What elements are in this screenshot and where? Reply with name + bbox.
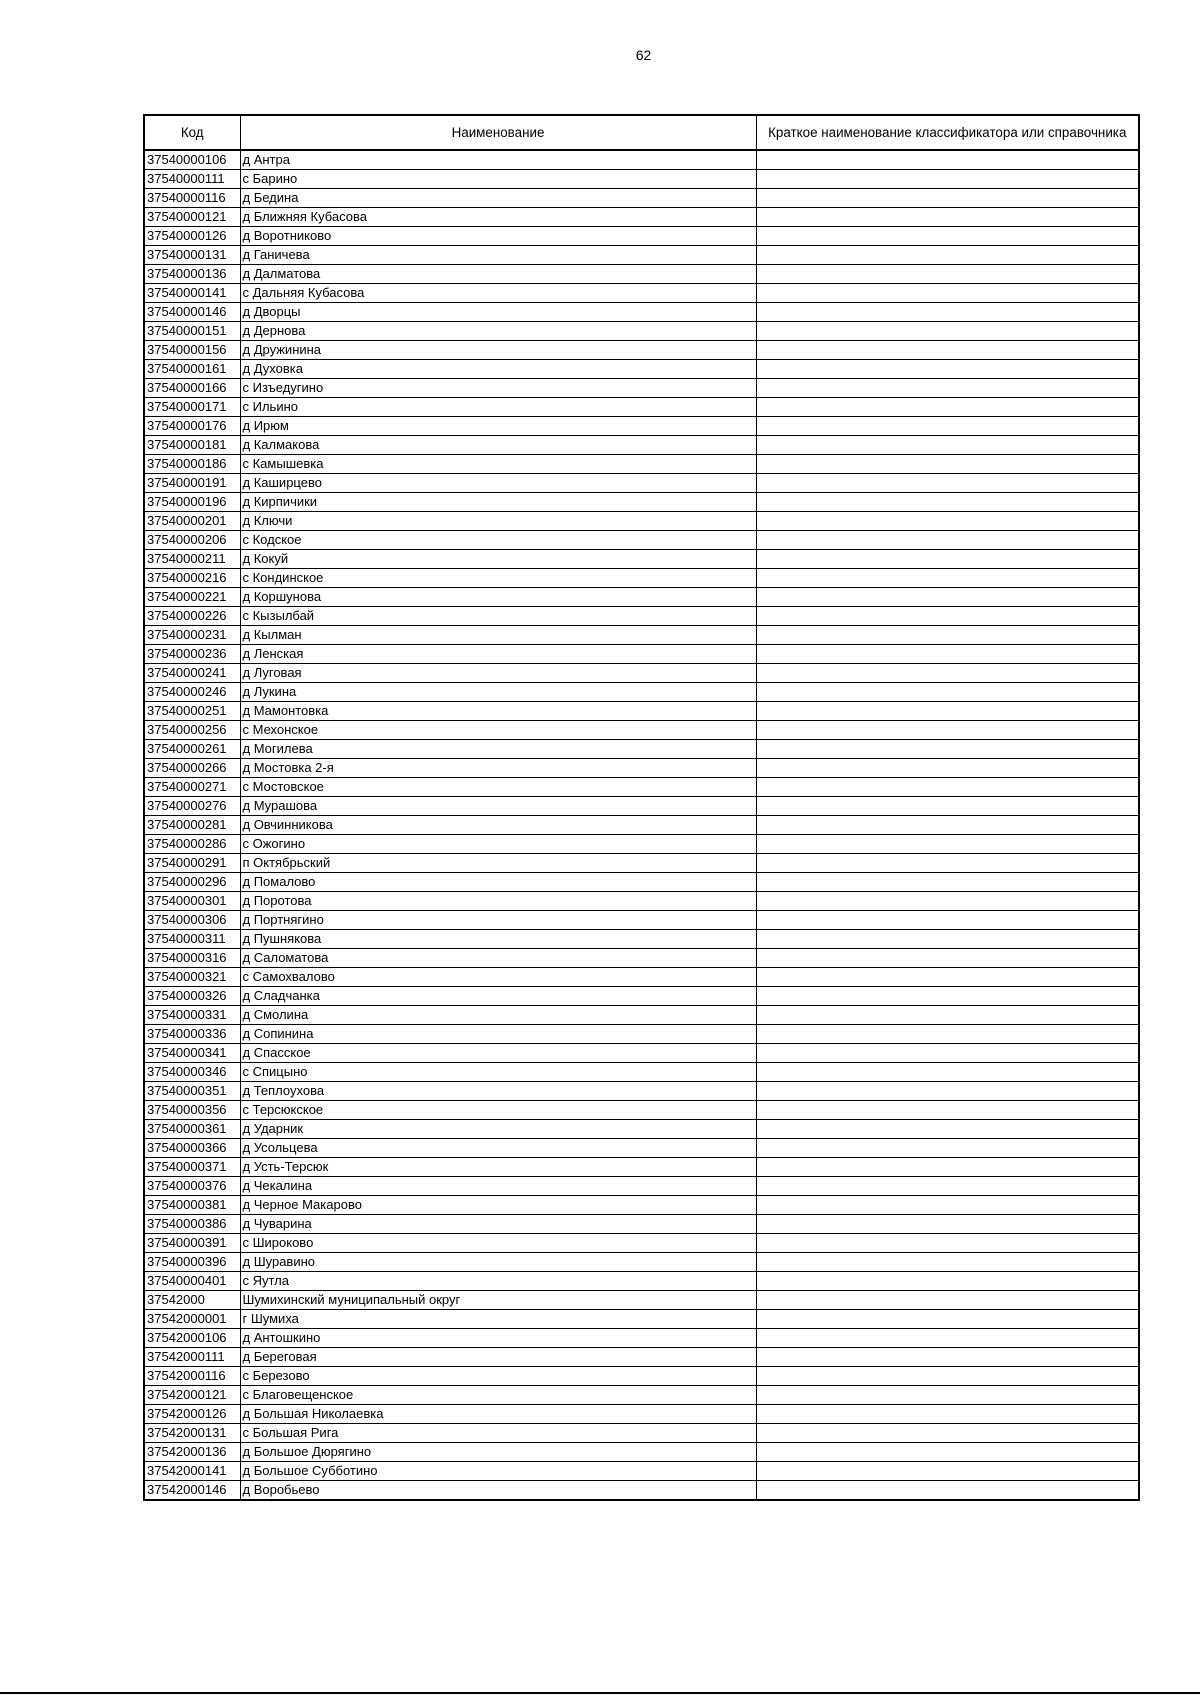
table-row bbox=[144, 1158, 1139, 1177]
cell-code: 37540000116 bbox=[144, 189, 240, 208]
cell-name: д Ударник bbox=[240, 1120, 756, 1139]
cell-code: 37540000361 bbox=[144, 1120, 240, 1139]
cell-short-name bbox=[756, 816, 1139, 835]
table-row bbox=[144, 645, 1139, 664]
cell-code: 37540000351 bbox=[144, 1082, 240, 1101]
table-row bbox=[144, 911, 1139, 930]
cell-name: с Барино bbox=[240, 170, 756, 189]
table-row bbox=[144, 968, 1139, 987]
table-row bbox=[144, 227, 1139, 246]
cell-short-name bbox=[756, 588, 1139, 607]
table-row bbox=[144, 474, 1139, 493]
cell-code: 37540000281 bbox=[144, 816, 240, 835]
cell-name: д Пушнякова bbox=[240, 930, 756, 949]
table-row bbox=[144, 949, 1139, 968]
cell-name: с Мостовское bbox=[240, 778, 756, 797]
cell-short-name bbox=[756, 987, 1139, 1006]
cell-short-name bbox=[756, 379, 1139, 398]
cell-code: 37540000166 bbox=[144, 379, 240, 398]
cell-name: с Камышевка bbox=[240, 455, 756, 474]
table-row bbox=[144, 1139, 1139, 1158]
cell-code: 37542000 bbox=[144, 1291, 240, 1310]
cell-name: д Саломатова bbox=[240, 949, 756, 968]
cell-code: 37540000296 bbox=[144, 873, 240, 892]
cell-name: д Кылман bbox=[240, 626, 756, 645]
cell-code: 37540000191 bbox=[144, 474, 240, 493]
cell-code: 37540000106 bbox=[144, 150, 240, 170]
cell-short-name bbox=[756, 759, 1139, 778]
cell-name: с Изъедугино bbox=[240, 379, 756, 398]
cell-short-name bbox=[756, 322, 1139, 341]
cell-name: с Большая Рига bbox=[240, 1424, 756, 1443]
cell-name: д Береговая bbox=[240, 1348, 756, 1367]
cell-name: д Спасское bbox=[240, 1044, 756, 1063]
cell-code: 37540000221 bbox=[144, 588, 240, 607]
cell-code: 37540000346 bbox=[144, 1063, 240, 1082]
cell-code: 37540000396 bbox=[144, 1253, 240, 1272]
cell-code: 37540000316 bbox=[144, 949, 240, 968]
cell-code: 37540000156 bbox=[144, 341, 240, 360]
cell-code: 37542000136 bbox=[144, 1443, 240, 1462]
cell-short-name bbox=[756, 1177, 1139, 1196]
cell-code: 37540000266 bbox=[144, 759, 240, 778]
cell-code: 37540000161 bbox=[144, 360, 240, 379]
cell-name: д Сопинина bbox=[240, 1025, 756, 1044]
cell-code: 37540000271 bbox=[144, 778, 240, 797]
table-row bbox=[144, 265, 1139, 284]
cell-short-name bbox=[756, 1481, 1139, 1501]
cell-code: 37542000001 bbox=[144, 1310, 240, 1329]
cell-code: 37540000236 bbox=[144, 645, 240, 664]
table-row bbox=[144, 740, 1139, 759]
cell-name: д Кирпичики bbox=[240, 493, 756, 512]
cell-code: 37540000366 bbox=[144, 1139, 240, 1158]
table-row bbox=[144, 1177, 1139, 1196]
table-row bbox=[144, 1367, 1139, 1386]
cell-name: д Большое Дюрягино bbox=[240, 1443, 756, 1462]
table-row bbox=[144, 1253, 1139, 1272]
cell-name: д Ближняя Кубасова bbox=[240, 208, 756, 227]
table-row bbox=[144, 1025, 1139, 1044]
cell-short-name bbox=[756, 512, 1139, 531]
table-row bbox=[144, 379, 1139, 398]
cell-code: 37540000171 bbox=[144, 398, 240, 417]
table-row bbox=[144, 1044, 1139, 1063]
cell-short-name bbox=[756, 778, 1139, 797]
cell-code: 37540000216 bbox=[144, 569, 240, 588]
cell-name: д Дружинина bbox=[240, 341, 756, 360]
cell-short-name bbox=[756, 835, 1139, 854]
cell-name: Шумихинский муниципальный округ bbox=[240, 1291, 756, 1310]
page-number: 62 bbox=[635, 47, 652, 63]
cell-short-name bbox=[756, 360, 1139, 379]
cell-short-name bbox=[756, 265, 1139, 284]
cell-name: д Ключи bbox=[240, 512, 756, 531]
cell-name: д Мостовка 2-я bbox=[240, 759, 756, 778]
table-row bbox=[144, 664, 1139, 683]
cell-name: д Ирюм bbox=[240, 417, 756, 436]
cell-code: 37542000106 bbox=[144, 1329, 240, 1348]
table-row bbox=[144, 721, 1139, 740]
cell-code: 37540000211 bbox=[144, 550, 240, 569]
cell-name: с Дальняя Кубасова bbox=[240, 284, 756, 303]
table-row bbox=[144, 1481, 1139, 1501]
cell-code: 37540000301 bbox=[144, 892, 240, 911]
cell-short-name bbox=[756, 341, 1139, 360]
cell-name: д Антра bbox=[240, 150, 756, 170]
cell-code: 37540000276 bbox=[144, 797, 240, 816]
cell-short-name bbox=[756, 1082, 1139, 1101]
cell-short-name bbox=[756, 683, 1139, 702]
table-row bbox=[144, 778, 1139, 797]
table-row bbox=[144, 797, 1139, 816]
cell-name: с Кызылбай bbox=[240, 607, 756, 626]
table-row bbox=[144, 1234, 1139, 1253]
cell-code: 37540000226 bbox=[144, 607, 240, 626]
cell-code: 37542000111 bbox=[144, 1348, 240, 1367]
cell-code: 37540000251 bbox=[144, 702, 240, 721]
table-row bbox=[144, 683, 1139, 702]
cell-short-name bbox=[756, 721, 1139, 740]
cell-short-name bbox=[756, 1291, 1139, 1310]
cell-code: 37540000241 bbox=[144, 664, 240, 683]
cell-short-name bbox=[756, 1158, 1139, 1177]
table-row bbox=[144, 987, 1139, 1006]
cell-code: 37540000256 bbox=[144, 721, 240, 740]
cell-name: д Помалово bbox=[240, 873, 756, 892]
table-header-row bbox=[144, 115, 1139, 150]
cell-code: 37540000141 bbox=[144, 284, 240, 303]
table-row bbox=[144, 531, 1139, 550]
cell-short-name bbox=[756, 1386, 1139, 1405]
cell-name: с Благовещенское bbox=[240, 1386, 756, 1405]
cell-code: 37540000336 bbox=[144, 1025, 240, 1044]
table-row bbox=[144, 816, 1139, 835]
table-row bbox=[144, 1063, 1139, 1082]
table-row bbox=[144, 1006, 1139, 1025]
cell-short-name bbox=[756, 1462, 1139, 1481]
cell-name: д Поротова bbox=[240, 892, 756, 911]
cell-short-name bbox=[756, 1120, 1139, 1139]
cell-code: 37540000146 bbox=[144, 303, 240, 322]
table-row bbox=[144, 550, 1139, 569]
cell-code: 37542000126 bbox=[144, 1405, 240, 1424]
table-row bbox=[144, 322, 1139, 341]
cell-short-name bbox=[756, 607, 1139, 626]
cell-short-name bbox=[756, 911, 1139, 930]
cell-code: 37540000151 bbox=[144, 322, 240, 341]
cell-name: д Чекалина bbox=[240, 1177, 756, 1196]
cell-short-name bbox=[756, 1443, 1139, 1462]
cell-short-name bbox=[756, 968, 1139, 987]
cell-short-name bbox=[756, 417, 1139, 436]
cell-code: 37540000371 bbox=[144, 1158, 240, 1177]
cell-name: д Шуравино bbox=[240, 1253, 756, 1272]
cell-code: 37540000391 bbox=[144, 1234, 240, 1253]
cell-code: 37540000186 bbox=[144, 455, 240, 474]
cell-short-name bbox=[756, 436, 1139, 455]
cell-name: с Ожогино bbox=[240, 835, 756, 854]
table-row bbox=[144, 930, 1139, 949]
table-row bbox=[144, 835, 1139, 854]
cell-name: д Лукина bbox=[240, 683, 756, 702]
cell-name: д Усть-Терсюк bbox=[240, 1158, 756, 1177]
cell-short-name bbox=[756, 797, 1139, 816]
cell-short-name bbox=[756, 1272, 1139, 1291]
cell-short-name bbox=[756, 645, 1139, 664]
cell-code: 37540000196 bbox=[144, 493, 240, 512]
table-body bbox=[144, 150, 1139, 1500]
cell-code: 37540000341 bbox=[144, 1044, 240, 1063]
table-row bbox=[144, 1348, 1139, 1367]
cell-code: 37542000116 bbox=[144, 1367, 240, 1386]
table-row bbox=[144, 436, 1139, 455]
cell-code: 37540000311 bbox=[144, 930, 240, 949]
cell-code: 37540000286 bbox=[144, 835, 240, 854]
cell-short-name bbox=[756, 1196, 1139, 1215]
cell-short-name bbox=[756, 284, 1139, 303]
cell-name: с Мехонское bbox=[240, 721, 756, 740]
table-row bbox=[144, 702, 1139, 721]
cell-short-name bbox=[756, 303, 1139, 322]
cell-name: с Ильино bbox=[240, 398, 756, 417]
cell-name: д Мурашова bbox=[240, 797, 756, 816]
cell-short-name bbox=[756, 1139, 1139, 1158]
cell-name: д Смолина bbox=[240, 1006, 756, 1025]
cell-name: д Овчинникова bbox=[240, 816, 756, 835]
cell-short-name bbox=[756, 1329, 1139, 1348]
table-row bbox=[144, 1386, 1139, 1405]
cell-code: 37540000176 bbox=[144, 417, 240, 436]
cell-code: 37540000331 bbox=[144, 1006, 240, 1025]
table-row bbox=[144, 873, 1139, 892]
table-row bbox=[144, 512, 1139, 531]
table-row bbox=[144, 189, 1139, 208]
cell-code: 37540000261 bbox=[144, 740, 240, 759]
cell-short-name bbox=[756, 1215, 1139, 1234]
cell-short-name bbox=[756, 1424, 1139, 1443]
table-row bbox=[144, 1082, 1139, 1101]
cell-short-name bbox=[756, 455, 1139, 474]
cell-name: д Духовка bbox=[240, 360, 756, 379]
column-header-name: Наименование bbox=[240, 115, 756, 150]
cell-name: с Березово bbox=[240, 1367, 756, 1386]
cell-code: 37540000126 bbox=[144, 227, 240, 246]
table-row bbox=[144, 246, 1139, 265]
cell-short-name bbox=[756, 1063, 1139, 1082]
cell-code: 37540000181 bbox=[144, 436, 240, 455]
table-row bbox=[144, 1120, 1139, 1139]
cell-code: 37540000246 bbox=[144, 683, 240, 702]
cell-short-name bbox=[756, 740, 1139, 759]
cell-name: д Калмакова bbox=[240, 436, 756, 455]
table-row bbox=[144, 1196, 1139, 1215]
cell-code: 37540000326 bbox=[144, 987, 240, 1006]
cell-code: 37540000291 bbox=[144, 854, 240, 873]
table-row bbox=[144, 1443, 1139, 1462]
table-row bbox=[144, 303, 1139, 322]
cell-short-name bbox=[756, 208, 1139, 227]
table-row bbox=[144, 341, 1139, 360]
cell-name: д Теплоухова bbox=[240, 1082, 756, 1101]
cell-name: д Кокуй bbox=[240, 550, 756, 569]
cell-code: 37540000136 bbox=[144, 265, 240, 284]
cell-name: д Портнягино bbox=[240, 911, 756, 930]
table-row bbox=[144, 892, 1139, 911]
cell-name: д Черное Макарово bbox=[240, 1196, 756, 1215]
cell-code: 37542000141 bbox=[144, 1462, 240, 1481]
table-row bbox=[144, 1310, 1139, 1329]
cell-short-name bbox=[756, 227, 1139, 246]
cell-name: д Могилева bbox=[240, 740, 756, 759]
cell-short-name bbox=[756, 626, 1139, 645]
cell-name: д Большая Николаевка bbox=[240, 1405, 756, 1424]
table-row bbox=[144, 417, 1139, 436]
cell-code: 37542000146 bbox=[144, 1481, 240, 1501]
cell-name: с Широково bbox=[240, 1234, 756, 1253]
cell-code: 37540000321 bbox=[144, 968, 240, 987]
cell-short-name bbox=[756, 1101, 1139, 1120]
classifier-table bbox=[143, 114, 1140, 1501]
table-row bbox=[144, 150, 1139, 170]
cell-name: с Кодское bbox=[240, 531, 756, 550]
cell-short-name bbox=[756, 1006, 1139, 1025]
cell-name: г Шумиха bbox=[240, 1310, 756, 1329]
cell-code: 37540000111 bbox=[144, 170, 240, 189]
cell-name: д Антошкино bbox=[240, 1329, 756, 1348]
cell-code: 37540000306 bbox=[144, 911, 240, 930]
cell-name: д Бедина bbox=[240, 189, 756, 208]
cell-code: 37540000206 bbox=[144, 531, 240, 550]
cell-short-name bbox=[756, 664, 1139, 683]
table-row bbox=[144, 1462, 1139, 1481]
cell-short-name bbox=[756, 873, 1139, 892]
cell-short-name bbox=[756, 892, 1139, 911]
cell-code: 37540000381 bbox=[144, 1196, 240, 1215]
cell-name: д Большое Субботино bbox=[240, 1462, 756, 1481]
cell-code: 37540000201 bbox=[144, 512, 240, 531]
cell-short-name bbox=[756, 1367, 1139, 1386]
table-row bbox=[144, 1101, 1139, 1120]
cell-short-name bbox=[756, 1025, 1139, 1044]
cell-name: с Кондинское bbox=[240, 569, 756, 588]
cell-code: 37540000121 bbox=[144, 208, 240, 227]
table-row bbox=[144, 284, 1139, 303]
cell-short-name bbox=[756, 1234, 1139, 1253]
cell-name: д Дворцы bbox=[240, 303, 756, 322]
table-row bbox=[144, 1424, 1139, 1443]
cell-code: 37540000131 bbox=[144, 246, 240, 265]
cell-name: с Самохвалово bbox=[240, 968, 756, 987]
cell-name: д Коршунова bbox=[240, 588, 756, 607]
cell-short-name bbox=[756, 702, 1139, 721]
table-row bbox=[144, 398, 1139, 417]
cell-short-name bbox=[756, 1310, 1139, 1329]
cell-name: д Далматова bbox=[240, 265, 756, 284]
cell-name: д Мамонтовка bbox=[240, 702, 756, 721]
cell-short-name bbox=[756, 531, 1139, 550]
cell-short-name bbox=[756, 930, 1139, 949]
cell-name: с Яутла bbox=[240, 1272, 756, 1291]
table-row bbox=[144, 588, 1139, 607]
cell-short-name bbox=[756, 246, 1139, 265]
cell-short-name bbox=[756, 493, 1139, 512]
cell-short-name bbox=[756, 189, 1139, 208]
cell-name: д Сладчанка bbox=[240, 987, 756, 1006]
column-header-code: Код bbox=[144, 115, 240, 150]
cell-short-name bbox=[756, 854, 1139, 873]
table-row bbox=[144, 1329, 1139, 1348]
cell-name: д Луговая bbox=[240, 664, 756, 683]
table-row bbox=[144, 360, 1139, 379]
table-row bbox=[144, 569, 1139, 588]
cell-short-name bbox=[756, 550, 1139, 569]
bottom-rule bbox=[0, 1692, 1200, 1694]
cell-name: с Терсюкское bbox=[240, 1101, 756, 1120]
cell-code: 37542000131 bbox=[144, 1424, 240, 1443]
table-row bbox=[144, 208, 1139, 227]
cell-name: д Усольцева bbox=[240, 1139, 756, 1158]
cell-code: 37540000376 bbox=[144, 1177, 240, 1196]
cell-short-name bbox=[756, 949, 1139, 968]
cell-name: д Чуварина bbox=[240, 1215, 756, 1234]
cell-short-name bbox=[756, 1044, 1139, 1063]
cell-code: 37540000231 bbox=[144, 626, 240, 645]
cell-short-name bbox=[756, 1405, 1139, 1424]
cell-name: д Ганичева bbox=[240, 246, 756, 265]
table-row bbox=[144, 1291, 1139, 1310]
cell-name: с Спицыно bbox=[240, 1063, 756, 1082]
cell-short-name bbox=[756, 170, 1139, 189]
table-row bbox=[144, 1272, 1139, 1291]
table-row bbox=[144, 759, 1139, 778]
cell-name: д Дернова bbox=[240, 322, 756, 341]
cell-code: 37542000121 bbox=[144, 1386, 240, 1405]
table-row bbox=[144, 626, 1139, 645]
cell-short-name bbox=[756, 398, 1139, 417]
cell-short-name bbox=[756, 569, 1139, 588]
table-row bbox=[144, 1215, 1139, 1234]
cell-code: 37540000386 bbox=[144, 1215, 240, 1234]
column-header-short-name: Краткое наименование классификатора или справочника bbox=[756, 115, 1139, 150]
table-row bbox=[144, 607, 1139, 626]
cell-code: 37540000356 bbox=[144, 1101, 240, 1120]
table-row bbox=[144, 493, 1139, 512]
table-row bbox=[144, 1405, 1139, 1424]
cell-short-name bbox=[756, 1348, 1139, 1367]
table-row bbox=[144, 455, 1139, 474]
table-row bbox=[144, 854, 1139, 873]
cell-name: д Ленская bbox=[240, 645, 756, 664]
cell-name: п Октябрьский bbox=[240, 854, 756, 873]
cell-name: д Каширцево bbox=[240, 474, 756, 493]
cell-short-name bbox=[756, 474, 1139, 493]
cell-code: 37540000401 bbox=[144, 1272, 240, 1291]
cell-name: д Воротниково bbox=[240, 227, 756, 246]
cell-name: д Воробьево bbox=[240, 1481, 756, 1501]
table-row bbox=[144, 170, 1139, 189]
cell-short-name bbox=[756, 1253, 1139, 1272]
cell-short-name bbox=[756, 150, 1139, 170]
